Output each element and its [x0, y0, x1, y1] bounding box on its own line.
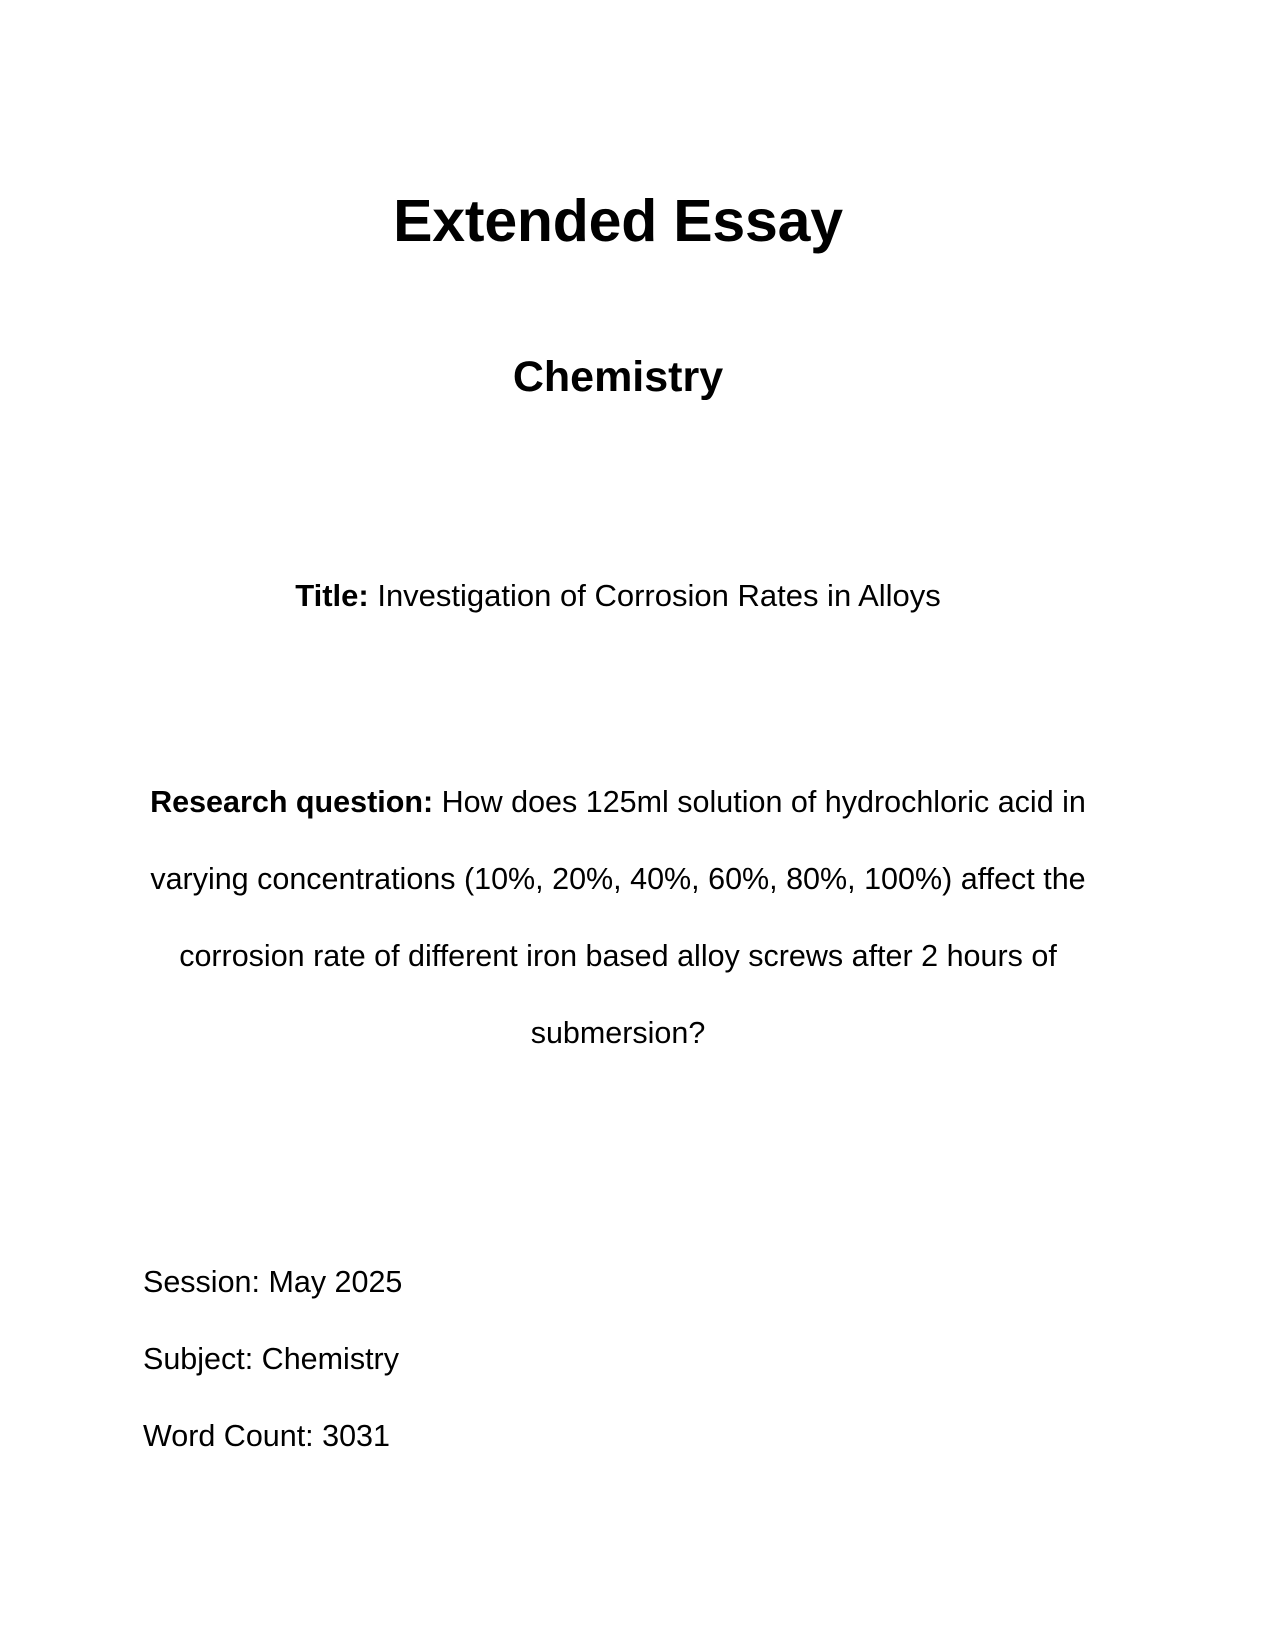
page-content [143, 0, 1093, 1475]
meta-session: Session: May 2025 [143, 1265, 403, 1299]
subject-heading: Chemistry [512, 353, 724, 401]
research-question-block [143, 642, 1093, 1072]
meta-block [143, 1072, 1093, 1475]
page-title: Extended Essay [393, 188, 843, 254]
essay-title-value: Investigation of Corrosion Rates in Alloys [368, 578, 941, 613]
meta-word-count: Word Count: 3031 [143, 1419, 390, 1453]
research-question-value: How does 125ml solution of hydrochloric acid in varying concentrations (10%, 20%, 40%, 60%, 80%, 100%) affect the corrosion rate of different iron based alloy screws after 2 hours of submersion? [150, 785, 1086, 1050]
essay-title-label: Title: [295, 578, 369, 613]
meta-subject: Subject: Chemistry [143, 1342, 399, 1376]
research-question-label: Research question: [150, 785, 434, 819]
essay-title-line [143, 430, 1093, 611]
